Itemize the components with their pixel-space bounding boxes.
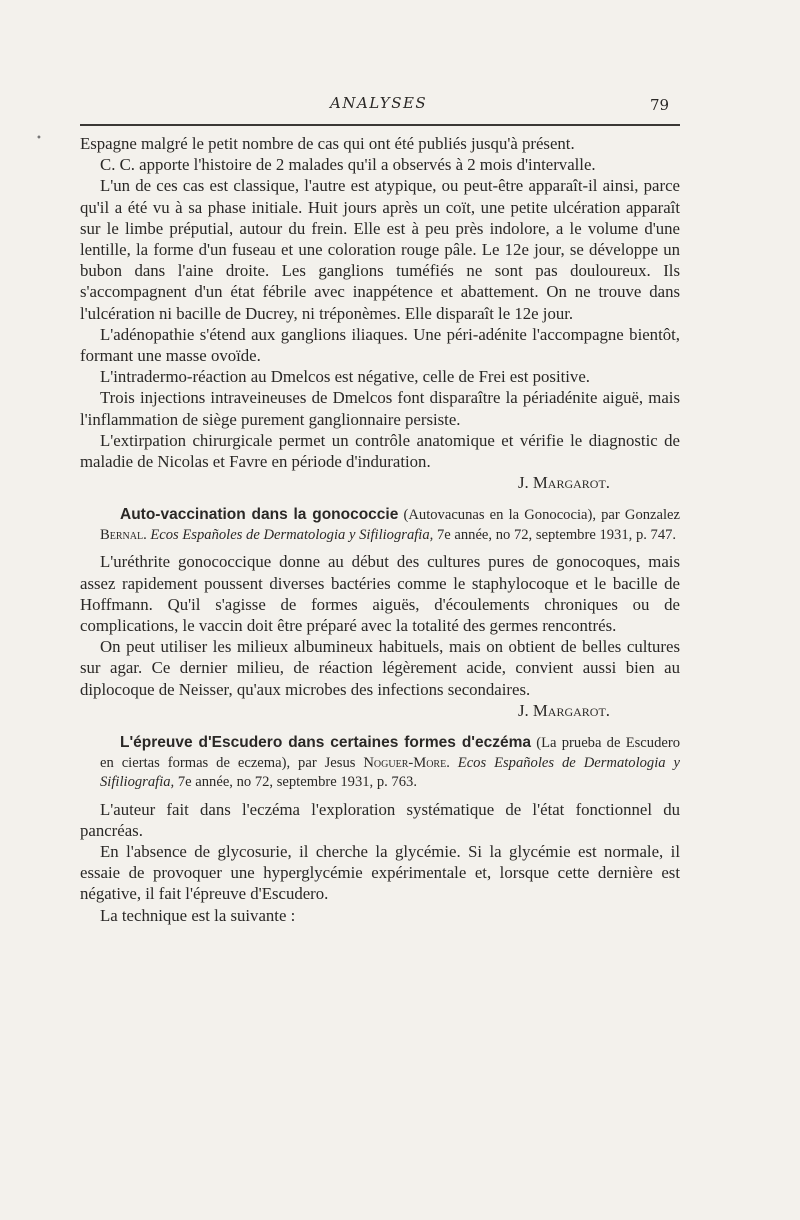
paragraph: L'uréthrite gonococcique donne au début des cultures pures de gonocoques, mais assez rapidement poussent diverses bactéries comme le staphylocoque et le bacille de Hoffmann. Qu'il s'agisse de formes aiguës, d'écoulements chroniques ou de complications, le vaccin doit être préparé avec la totalité des germes rencontrés. bbox=[80, 552, 680, 636]
article-author: Noguer-More. bbox=[363, 754, 450, 771]
article-author: Bernal. bbox=[100, 526, 147, 543]
paragraph: L'un de ces cas est classique, l'autre est atypique, ou peut-être apparaît-il ainsi, parce qu'il a été vu à sa phase initiale. Huit jours après un coït, une petite ulcération apparaît sur le limbe préputial, autour du frein. Elle est à peu près indolore, a le volume d'une lentille, la forme d'un fuseau et une coloration rouge pâle. Le 12e jour, se développe un bubon dans l'aine droite. Les ganglions tuméfiés ne sont pas douloureux. Ils s'accompagnent d'un état fébrile avec inappétence et abattement. On ne trouve dans l'ulcération ni bacille de Ducrey, ni tréponèmes. Elle disparaît le 12e jour. bbox=[80, 176, 680, 323]
article-heading bbox=[80, 733, 680, 793]
header-rule bbox=[80, 124, 680, 126]
paragraph: La technique est la suivante : bbox=[100, 905, 296, 925]
paragraph: Espagne malgré le petit nombre de cas qui ont été publiés jusqu'à présent. bbox=[80, 134, 575, 153]
article-original-title: (Autovacunas en la Gonococia), par Gonzalez bbox=[398, 507, 680, 524]
paragraph: L'auteur fait dans l'eczéma l'exploration systématique de l'état fonctionnel du pancréas. bbox=[80, 799, 680, 840]
article-title: L'épreuve d'Escudero dans certaines formes d'eczéma bbox=[120, 734, 531, 752]
article-body bbox=[80, 551, 680, 721]
paragraph: On peut utiliser les milieux albumineux habituels, mais on obtient de belles cultures sur agar. Ce dernier milieu, de réaction légèrement acide, convient aussi bien au diplocoque de Neisser, qu'aux microbes des infections secondaires. bbox=[80, 637, 680, 699]
paragraph: L'intradermo-réaction au Dmelcos est négative, celle de Frei est positive. bbox=[100, 367, 590, 387]
paragraph: C. C. apporte l'histoire de 2 malades qu'il a observés à 2 mois d'intervalle. bbox=[100, 155, 596, 175]
margin-mark: • bbox=[36, 133, 42, 144]
article-journal: Ecos Españoles de Dermatologia y Sifiliografia, bbox=[100, 754, 680, 791]
article-escudero bbox=[80, 733, 680, 926]
article-reference: 7e année, no 72, septembre 1931, p. 763. bbox=[174, 774, 417, 791]
article-original-title: (La prueba de Escudero en ciertas formas de eczema), par Jesus bbox=[100, 735, 680, 771]
paragraph: L'adénopathie s'étend aux ganglions iliaques. Une péri-adénite l'accompagne bientôt, formant une masse ovoïde. bbox=[80, 324, 680, 366]
signature: J. Margarot. bbox=[517, 700, 610, 720]
article-journal: Ecos Españoles de Dermatologia y Sifiliografia, bbox=[146, 526, 434, 543]
article-title: Auto-vaccination dans la gonococcie bbox=[120, 506, 399, 524]
paragraph: L'extirpation chirurgicale permet un contrôle anatomique et vérifie le diagnostic de maladie de Nicolas et Favre en période d'induration. bbox=[80, 430, 680, 472]
paragraph: En l'absence de glycosurie, il cherche la glycémie. Si la glycémie est normale, il essaie de provoquer une hyperglycémie expérimentale et, lorsque cette dernière est négative, il fait l'épreuve d'Escudero. bbox=[80, 841, 680, 904]
article-body bbox=[80, 799, 680, 926]
signature: J. Margarot. bbox=[517, 473, 610, 493]
body-text bbox=[80, 133, 680, 926]
running-head bbox=[0, 94, 800, 118]
running-title: ANALYSES bbox=[330, 94, 428, 112]
article-reference: 7e année, no 72, septembre 1931, p. 747. bbox=[433, 526, 677, 543]
paragraph: Trois injections intraveineuses de Dmelcos font disparaître la périadénite aiguë, mais l'inflammation de siège purement ganglionnaire persiste. bbox=[80, 388, 680, 429]
article-heading bbox=[80, 505, 680, 545]
article-auto-vaccination bbox=[80, 505, 680, 721]
page-number: 79 bbox=[650, 96, 670, 114]
